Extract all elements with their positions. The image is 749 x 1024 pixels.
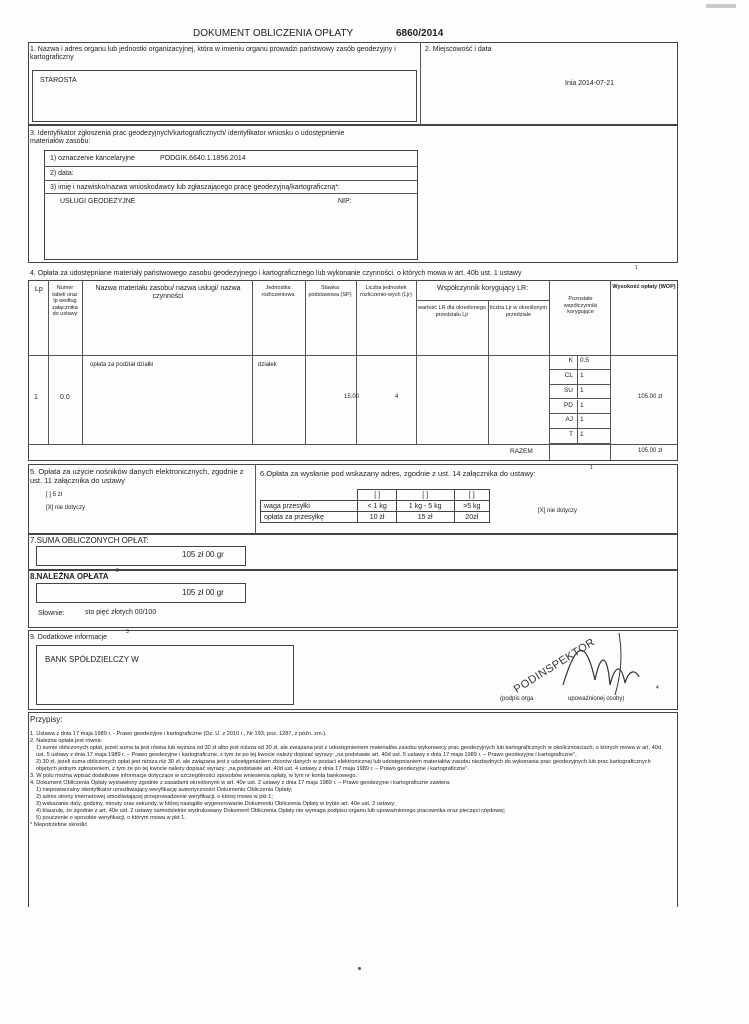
note-line: * Niepotrzebne skreślić: [30, 821, 88, 828]
section-4-footnote: 1: [635, 265, 638, 271]
coefficient-value: 1: [580, 416, 584, 424]
coefficient-name: AJ: [565, 416, 573, 424]
notes-list: [30, 731, 670, 829]
signature-caption-right: upoważnionej osoby): [568, 696, 625, 702]
row-numer: 0.0: [60, 394, 70, 401]
coefficient-name: K: [568, 357, 573, 364]
note-line: 1) niepowtarzalny identyfikator umożliwiający weryfikację autentyczności Dokumentu Obliczenia Opłaty;: [36, 786, 293, 793]
section-4-label: 4. Opłata za udostępniane materiały państwowego zasobu geodezyjnego i kartograficznego lub wykonanie czynności, o których mowa w art. 40b ust. 1 ustawy: [30, 270, 522, 277]
note-line: 1) sumie obliczonych opłat, jeżeli suma ta jest równa lub wyższa od 30 zł albo jest niższa od 30 zł, ale związana jest z udostępnieniem materiałów zasobu wykonawcy prac geodezyjnych lub kartograficznych w okolicznościach, o których mowa w art. 40d ust. 5 ustawy z dnia 17 maja 1989 r. – Prawo geodezyjne i kartograficzne, z tym że po tej kwocie należy dopisać wyrazy: „na podstawie art. 40d ust. 5 ustawy z dnia 17 maja 1989 r. – Prawo geodezyjne i kartograficzne”,: [36, 744, 661, 758]
row-wysokosc: 105.00 zł: [638, 394, 663, 400]
weight-1: < 1 kg: [358, 501, 396, 512]
fee-2: 15 zł: [396, 512, 454, 523]
weight-2: 1 kg - 5 kg: [396, 501, 454, 512]
section-9-value-box: [36, 645, 294, 705]
header-jednostka: Jednostka rozliczeniowa: [261, 285, 295, 298]
shipping-checkbox-2[interactable]: [ ]: [396, 490, 454, 501]
coefficient-divider: [577, 414, 578, 428]
razem-value: 105.00 zł: [638, 448, 663, 454]
shipping-checkbox-3[interactable]: [ ]: [454, 490, 489, 501]
section-5-label: 5. Opłata za użycie nośników danych elektronicznych, zgodnie z ust. 11 załącznika do ustawy: [30, 467, 244, 485]
notes-heading: Przypisy:: [30, 715, 63, 724]
section-2-label: 2. Miejscowość i data: [425, 46, 492, 53]
scan-dot: [358, 967, 361, 970]
note-line: 2) adres strony internetowej umożliwiającej przeprowadzenie weryfikacji, o której mowa w pkt 1;: [36, 793, 273, 800]
coefficient-value: 1: [580, 386, 584, 394]
coefficient-divider: [577, 355, 578, 369]
row-liczba: 4: [395, 394, 399, 400]
section-2-value: Inia 2014-07-21: [565, 80, 615, 87]
section-6-not-applicable[interactable]: [X] nie dotyczy: [538, 508, 578, 514]
note-line: 2) 30 zł, jeżeli suma obliczonych opłat jest niższa niż 30 zł, ale związana jest z udostępnianiem zbiorów danych w postaci elektronicznej lub udostępnianiem materiałów zasobu niezbędnych do wykonania prac geodezyjnych lub prac kartograficznych objętych jednym zgłoszeniem, z tym że po tej kwocie należy dopisać wyrazy: „na podstawie art. 40d ust. 4 ustawy z dnia 17 maja 1989 r. – Prawo geodezyjne i kartograficzne”.: [36, 758, 651, 772]
note-line: 2. Należna opłata jest równa:: [30, 737, 103, 744]
item3-value: USŁUGI GEODEZYJNE: [60, 198, 136, 205]
note-line: 3. W polu można wpisać dodatkowe informacje dotyczące w szczególności sposobów wniesienia opłaty, w tym nr konta bankowego.: [30, 772, 357, 779]
section-3-label: 3. Identyfikator zgłoszenia prac geodezyjnych/kartograficznych/ identyfikator wniosku o udostępnienie materiałów zasobu:: [30, 130, 345, 146]
item1-label: 1) oznaczenie kancelaryjne: [50, 155, 135, 162]
coefficient-name: CL: [564, 371, 573, 379]
header-lp: Lp: [35, 286, 43, 293]
nip-label: NIP:: [338, 198, 352, 205]
header-numer: Numer tabeli oraz lp według załącznika do ustawy: [52, 285, 78, 318]
coefficient-name: SU: [563, 386, 573, 394]
header-nazwa: Nazwa materiału zasobu/ nazwa usługi/ nazwa czynności: [95, 285, 241, 301]
note-line: 1. Ustawa z dnia 17 maja 1989 r. - Prawo geodezyjne i kartograficzne (Dz. U. z 2010 r., Nr 193, poz. 1287, z późn. zm.).: [30, 731, 327, 737]
section-9-value: BANK SPÓŁDZIELCZY W: [45, 655, 139, 664]
item2-label: 2) data:: [50, 170, 74, 177]
section-6-label: 6.Opłata za wysłanie pod wskazany adres, zgodnie z ust. 14 załącznika do ustawy:: [260, 469, 536, 478]
weight-label: waga przesyłki: [261, 501, 358, 512]
coefficient-row: [549, 385, 610, 400]
note-line: 4) klauzulę, że zgodnie z art. 40e ust. 2 ustawy samodzielnie wydrukowany Dokument Obliczenia Opłaty nie wymaga podpisu organu lub upoważnionego pracownika oraz pieczęci rzędowej;: [36, 807, 506, 814]
header-wsp: Współczynnik korygujący LR:: [436, 285, 529, 292]
coefficient-row: [549, 355, 610, 370]
section-1-label: 1. Nazwa i adres organu lub jednostki organizacyjnej, która w imieniu organu prowadzi państwowy zasób geodezyjny i kartograficzny: [30, 46, 396, 62]
coefficient-row: [549, 414, 610, 429]
signature-icon: [555, 625, 645, 705]
shipping-table: [260, 489, 490, 523]
weight-3: >5 kg: [454, 501, 489, 512]
section-1-value-box: [32, 70, 417, 122]
coefficient-value: 0.5: [580, 357, 590, 364]
words-value: sto pięć złotych 00/100: [85, 609, 157, 616]
item1-value: PODGIK.6640.1.1856.2014: [160, 155, 246, 162]
section-9-footnote-4: 4: [656, 685, 659, 691]
fee-label: opłata za przesyłkę: [261, 512, 358, 523]
row-jednostka: działek: [258, 362, 277, 368]
note-line: 5) pouczenie o sposobie weryfikacji, o którym mowa w pkt 1.: [36, 814, 186, 821]
item3-label: 3) imię i nazwisko/nazwa wnioskodawcy lub zgłaszającego pracę geodezyjną/kartograficzną*:: [50, 184, 340, 191]
section-7-value: 105 zł 00 gr: [182, 550, 224, 559]
row-stawka: 15.00: [344, 394, 360, 400]
coefficient-row: [549, 429, 610, 444]
shipping-checkbox-1[interactable]: [ ]: [358, 490, 396, 501]
section-7-label: 7.SUMA OBLICZONYCH OPŁAT:: [30, 536, 149, 545]
row-lp: 1: [34, 394, 38, 401]
section-5-option-2[interactable]: [X] nie dotyczy: [46, 505, 86, 511]
row-nazwa: opłata za podział działki: [90, 362, 154, 368]
coefficient-divider: [577, 400, 578, 414]
coefficient-value: 1: [580, 371, 584, 379]
coefficient-divider: [577, 370, 578, 384]
section-8-footnote: 2: [116, 568, 119, 574]
section-6-footnote: 1: [590, 465, 593, 471]
section-8-label: 8.NALEŻNA OPŁATA: [30, 572, 109, 581]
coefficient-value: 1: [580, 401, 584, 409]
section-5-option-1[interactable]: [ ] 5 zł: [46, 492, 63, 498]
section-1-value: STAROSTA: [40, 77, 77, 84]
coefficient-name: T: [569, 431, 573, 439]
section-9-label: 9. Dodatkowe informacje: [30, 634, 108, 641]
words-label: Słownie:: [38, 610, 65, 617]
header-liczba: Liczba jednostek rozliczenio-wych (Ljr): [360, 285, 412, 298]
coefficient-value: 1: [580, 431, 584, 439]
header-liczba-ljr: liczba Ljr w określonym przedziale: [490, 305, 547, 318]
signature-caption-left: (podpis orga: [500, 696, 534, 702]
coefficient-row: [549, 400, 610, 415]
note-line: 3) wskazanie daty, godziny, minuty oraz sekundy, w której nastąpiło wygenerowanie Dokumentu Obliczenia Opłaty w trybie art. 40e ust. 2 ustawy;: [36, 800, 396, 807]
header-wysokosc: Wysokość opłaty (WOP): [612, 284, 676, 290]
razem-label: RAZEM: [510, 448, 533, 455]
fee-3: 20zł: [454, 512, 489, 523]
coefficient-row: [549, 370, 610, 385]
header-wartosc-lr: wartość LR dla określonego przedziału Ljr: [418, 305, 486, 318]
header-stawka: Stawka podstawowa (SP): [308, 285, 352, 298]
section-8-value: 105 zł 00 gr: [182, 588, 224, 597]
section-9-footnote: 3: [126, 629, 129, 635]
coefficient-name: PD: [563, 401, 573, 409]
document-number: 6860/2014: [396, 28, 444, 39]
document-title: DOKUMENT OBLICZENIA OPŁATY: [193, 28, 354, 39]
note-line: 4. Dokument Obliczenia Opłaty wystawiony zgodnie z zasadami określonymi w art. 40e ust. 2 ustawy z dnia 17 maja 1989 r. – Prawo geodezyjne i kartograficzne zawiera:: [30, 779, 451, 786]
coefficient-divider: [577, 429, 578, 443]
scan-mark: [706, 4, 736, 8]
fee-1: 10 zł: [358, 512, 396, 523]
coefficient-list: [549, 355, 610, 444]
header-pozostale: Pozostałe współczynniki korygujące: [563, 296, 598, 316]
coefficient-divider: [577, 385, 578, 399]
official-stamp: PODINSPEKTOR: [511, 636, 598, 696]
